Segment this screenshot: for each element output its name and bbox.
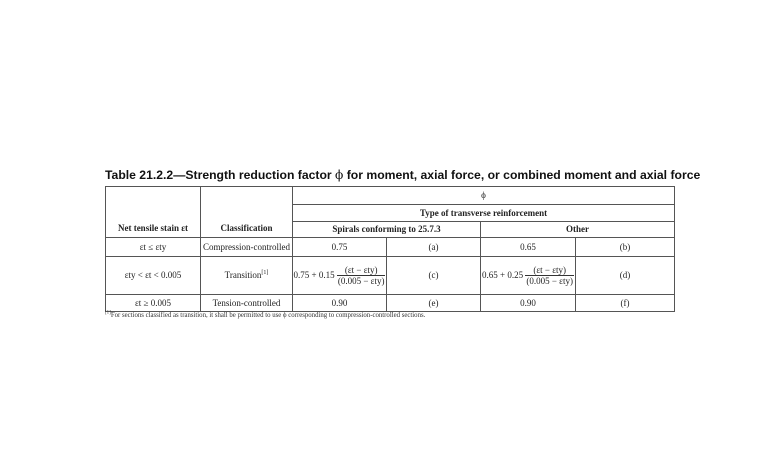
header-classification: Classification: [201, 187, 293, 238]
other-label-cell: (b): [576, 238, 675, 257]
table-footnote: [105, 312, 425, 319]
other-value-cell: 0.65: [481, 238, 576, 257]
header-net-tensile-strain: Net tensile stain εt: [106, 187, 201, 238]
other-formula-cell: [481, 257, 576, 295]
header-phi: ϕ: [293, 187, 675, 205]
footnote-marker: [1]: [105, 310, 111, 316]
formula-lead: 0.65 + 0.25: [482, 269, 524, 280]
classification-cell: [201, 257, 293, 295]
other-label-cell: (f): [576, 295, 675, 312]
header-transverse-reinforcement: Type of transverse reinforcement: [293, 205, 675, 222]
formula-fraction: [337, 265, 386, 287]
spiral-label-cell: (c): [387, 257, 481, 295]
spiral-label-cell: (a): [387, 238, 481, 257]
fraction-numerator: (εt − εty): [525, 265, 574, 276]
title-prefix: Table 21.2.2—Strength reduction factor: [105, 168, 336, 182]
other-label-cell: (d): [576, 257, 675, 295]
classification-text: Transition: [224, 270, 262, 281]
fraction-denominator: (0.005 − εty): [526, 276, 573, 286]
table-row: [106, 238, 675, 257]
spiral-label-cell: (e): [387, 295, 481, 312]
fraction-numerator: (εt − εty): [337, 265, 386, 276]
spiral-value-cell: 0.75: [293, 238, 387, 257]
header-spirals: Spirals conforming to 25.7.3: [293, 222, 481, 238]
classification-cell: Tension-controlled: [201, 295, 293, 312]
table-row: [106, 257, 675, 295]
header-other: Other: [481, 222, 675, 238]
strain-cell: εty < εt < 0.005: [106, 257, 201, 295]
formula-lead: 0.75 + 0.15: [293, 269, 335, 280]
formula-fraction: [525, 265, 574, 287]
table-title: [105, 168, 700, 182]
strain-cell: εt ≥ 0.005: [106, 295, 201, 312]
footnote-text: For sections classified as transition, it shall be permitted to use ϕ corresponding to compression-controlled sections.: [110, 312, 426, 319]
other-value-cell: 0.90: [481, 295, 576, 312]
strain-cell: εt ≤ εty: [106, 238, 201, 257]
footnote-marker: [1]: [261, 270, 269, 277]
fraction-denominator: (0.005 − εty): [337, 276, 385, 286]
strength-reduction-table: [105, 186, 675, 312]
spiral-value-cell: 0.90: [293, 295, 387, 312]
header-row-phi: [106, 187, 675, 205]
classification-cell: Compression-controlled: [201, 238, 293, 257]
spiral-formula-cell: [293, 257, 387, 295]
title-phi-symbol: ϕ: [335, 168, 344, 182]
title-suffix: for moment, axial force, or combined moment and axial force: [343, 168, 701, 182]
table-row: [106, 295, 675, 312]
